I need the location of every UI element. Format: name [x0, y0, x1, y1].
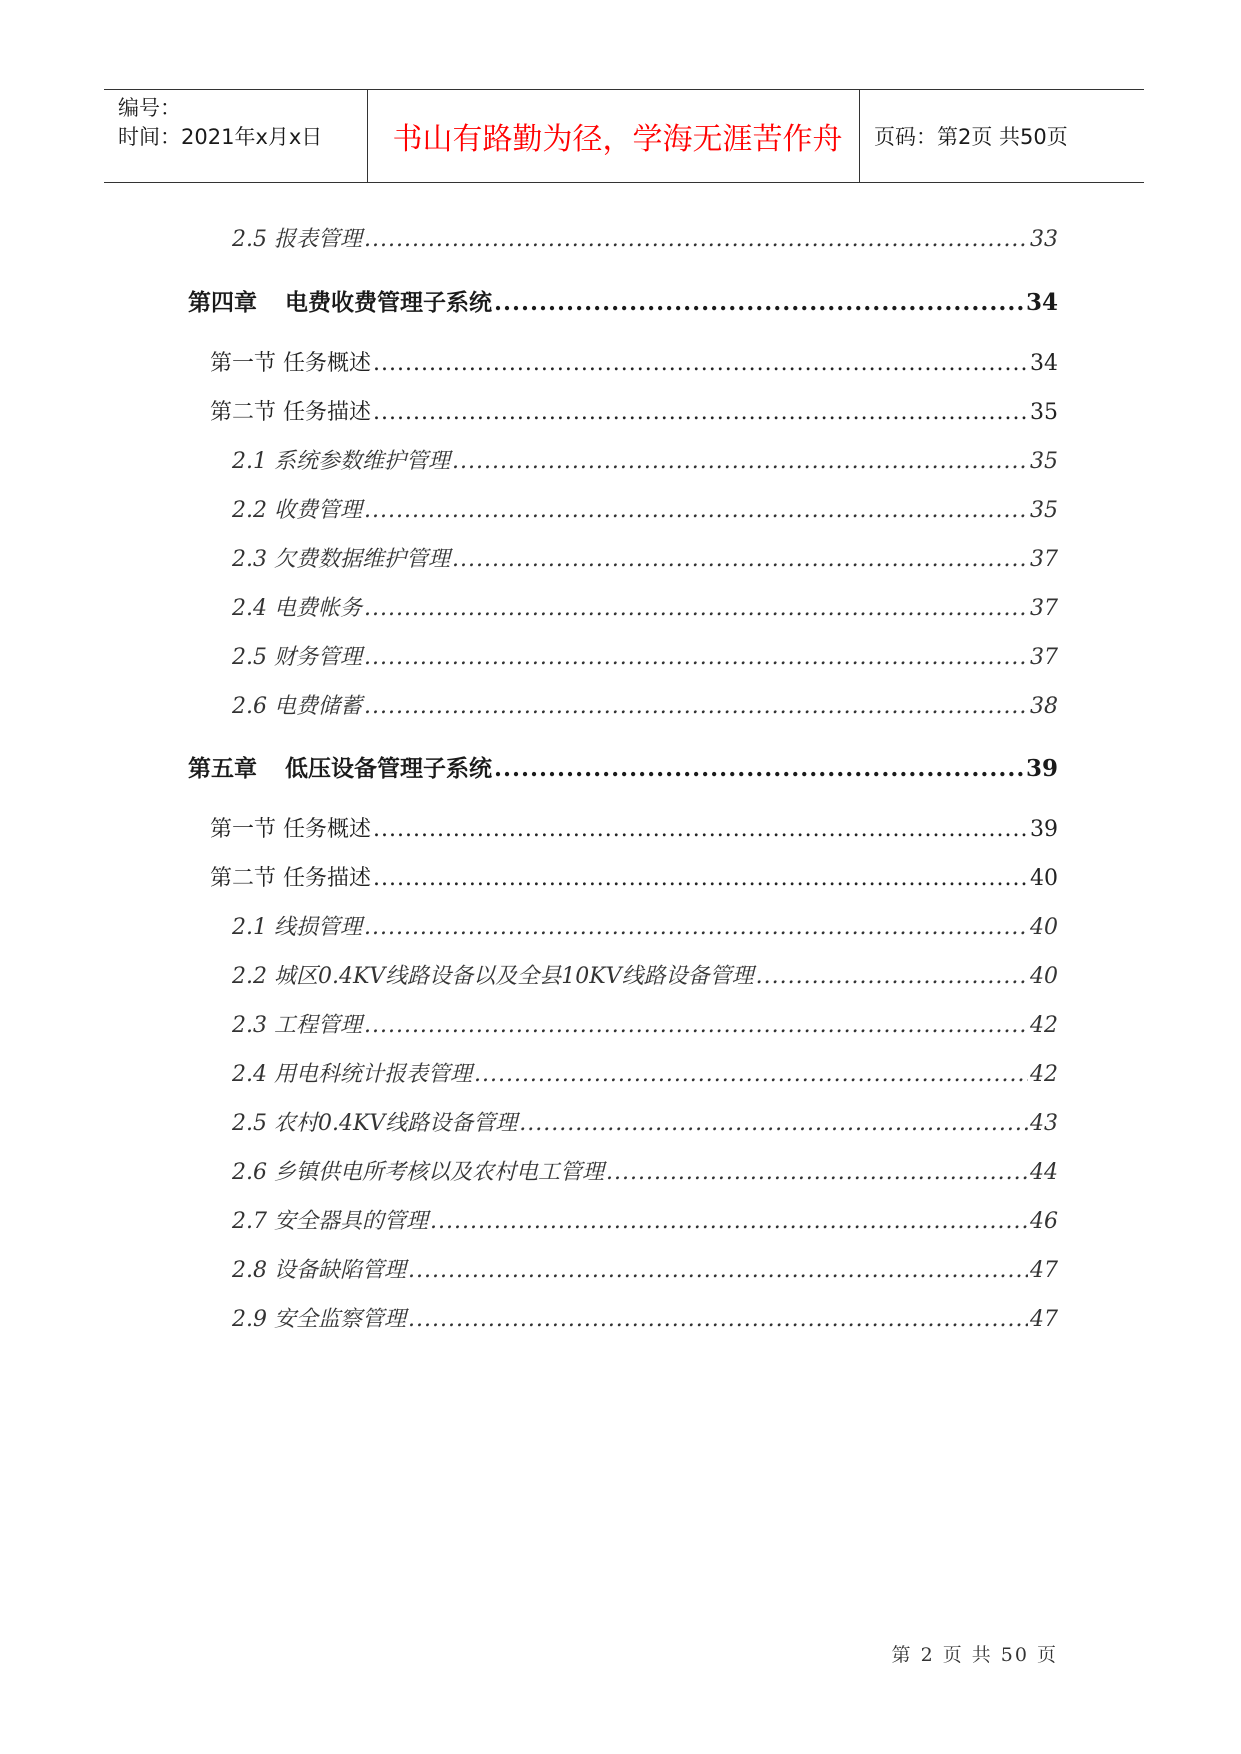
- toc-entry[interactable]: [232, 542, 1058, 573]
- toc-section[interactable]: [210, 861, 1058, 892]
- toc-section[interactable]: [210, 395, 1058, 426]
- toc-entry[interactable]: [232, 1204, 1058, 1235]
- toc-entry-label: 2.5 报表管理: [232, 227, 362, 252]
- toc-entry-label: 2.2 收费管理: [232, 498, 362, 523]
- toc-leader: [430, 1209, 1028, 1234]
- toc-entry[interactable]: [232, 959, 1058, 990]
- header-motto: 书山有路勤为径，学海无涯苦作舟: [368, 90, 860, 182]
- toc-entry-label: 2.5 财务管理: [232, 645, 362, 670]
- header-page-info: 页码：第2页 共50页: [874, 125, 1068, 149]
- toc-entry[interactable]: [232, 689, 1058, 720]
- toc-entry[interactable]: [232, 222, 1058, 253]
- toc-entry-page: 47: [1030, 1258, 1058, 1283]
- toc-entry-page: 39: [1025, 755, 1058, 782]
- toc-entry-label: 第一节 任务概述: [210, 351, 371, 376]
- toc-entry[interactable]: [232, 1008, 1058, 1039]
- toc-entry-label: 2.8 设备缺陷管理: [232, 1258, 406, 1283]
- toc-leader: [373, 866, 1028, 891]
- toc-chapter[interactable]: [188, 284, 1058, 317]
- toc-leader: [364, 227, 1028, 252]
- toc-entry-page: 34: [1030, 351, 1058, 376]
- toc-leader: [606, 1160, 1028, 1185]
- time-label: 时间：2021年x月x日: [118, 125, 323, 149]
- header-meta: [104, 90, 368, 182]
- toc-entry-page: 44: [1030, 1160, 1058, 1185]
- toc-chapter[interactable]: [188, 750, 1058, 783]
- toc-entry-page: 39: [1030, 817, 1058, 842]
- toc-entry-page: 38: [1030, 694, 1058, 719]
- toc-leader: [408, 1258, 1028, 1283]
- toc-leader: [408, 1307, 1028, 1332]
- toc-leader: [474, 1062, 1028, 1087]
- toc-entry-page: 37: [1030, 596, 1058, 621]
- toc-leader: [519, 1111, 1028, 1136]
- toc-leader: [373, 817, 1028, 842]
- toc-entry[interactable]: [232, 640, 1058, 671]
- toc-section[interactable]: [210, 346, 1058, 377]
- toc-entry-label: 第二节 任务描述: [210, 400, 371, 425]
- toc-entry-label: 2.6 乡镇供电所考核以及农村电工管理: [232, 1160, 604, 1185]
- toc-leader: [364, 1013, 1028, 1038]
- toc-entry-label: 2.3 欠费数据维护管理: [232, 547, 450, 572]
- document-header: [104, 89, 1144, 183]
- page-footer: 第 2 页 共 50 页: [891, 1644, 1058, 1666]
- toc-entry-label: 2.3 工程管理: [232, 1013, 362, 1038]
- toc-entry[interactable]: [232, 493, 1058, 524]
- toc-leader: [452, 547, 1028, 572]
- toc-entry-label: 2.6 电费储蓄: [232, 694, 362, 719]
- toc-entry-page: 40: [1030, 964, 1058, 989]
- toc-leader: [364, 694, 1028, 719]
- toc-entry-page: 42: [1030, 1013, 1058, 1038]
- toc-entry-label: 2.4 用电科统计报表管理: [232, 1062, 472, 1087]
- toc-entry-label: 2.2 城区0.4KV线路设备以及全县10KV线路设备管理: [232, 964, 754, 989]
- toc-entry[interactable]: [232, 444, 1058, 475]
- toc-entry-label: 2.5 农村0.4KV线路设备管理: [232, 1111, 518, 1136]
- toc-entry-label: 第一节 任务概述: [210, 817, 371, 842]
- toc-entry-label: 2.1 系统参数维护管理: [232, 449, 450, 474]
- toc-entry-page: 42: [1030, 1062, 1058, 1087]
- toc-entry-page: 37: [1030, 547, 1058, 572]
- toc-chapter-title: 低压设备管理子系统: [285, 755, 492, 782]
- toc-entry-page: 43: [1030, 1111, 1058, 1136]
- toc-entry-page: 40: [1030, 866, 1058, 891]
- toc-leader: [364, 596, 1028, 621]
- toc-entry-page: 33: [1030, 227, 1058, 252]
- toc-entry-label: 2.1 线损管理: [232, 915, 362, 940]
- toc-entry-page: 34: [1025, 289, 1058, 316]
- toc-entry-page: 40: [1030, 915, 1058, 940]
- toc-leader: [494, 755, 1024, 782]
- toc-entry[interactable]: [232, 1253, 1058, 1284]
- toc-leader: [364, 498, 1028, 523]
- toc-leader: [373, 400, 1028, 425]
- toc-chapter-title: 电费收费管理子系统: [285, 289, 492, 316]
- toc-chapter-label: 第五章: [188, 755, 257, 782]
- toc-entry[interactable]: [232, 1106, 1058, 1137]
- toc-entry[interactable]: [232, 1155, 1058, 1186]
- toc-entry[interactable]: [232, 910, 1058, 941]
- toc-leader: [452, 449, 1028, 474]
- toc-entry-label: 2.4 电费帐务: [232, 596, 362, 621]
- toc-entry-label: 2.9 安全监察管理: [232, 1307, 406, 1332]
- toc-entry-page: 46: [1030, 1209, 1058, 1234]
- toc-chapter-label: 第四章: [188, 289, 257, 316]
- toc-leader: [364, 645, 1028, 670]
- toc-section[interactable]: [210, 812, 1058, 843]
- toc-entry[interactable]: [232, 1302, 1058, 1333]
- toc-entry-page: 37: [1030, 645, 1058, 670]
- toc-entry-page: 35: [1030, 449, 1058, 474]
- toc-entry[interactable]: [232, 1057, 1058, 1088]
- toc-entry-page: 47: [1030, 1307, 1058, 1332]
- toc-leader: [364, 915, 1028, 940]
- toc-leader: [494, 289, 1024, 316]
- toc-entry-page: 35: [1030, 400, 1058, 425]
- toc-entry-label: 2.7 安全器具的管理: [232, 1209, 428, 1234]
- toc-entry-label: 第二节 任务描述: [210, 866, 371, 891]
- number-label: 编号：: [118, 96, 181, 120]
- toc-leader: [373, 351, 1028, 376]
- toc-entry[interactable]: [232, 591, 1058, 622]
- toc-leader: [756, 964, 1028, 989]
- toc-entry-page: 35: [1030, 498, 1058, 523]
